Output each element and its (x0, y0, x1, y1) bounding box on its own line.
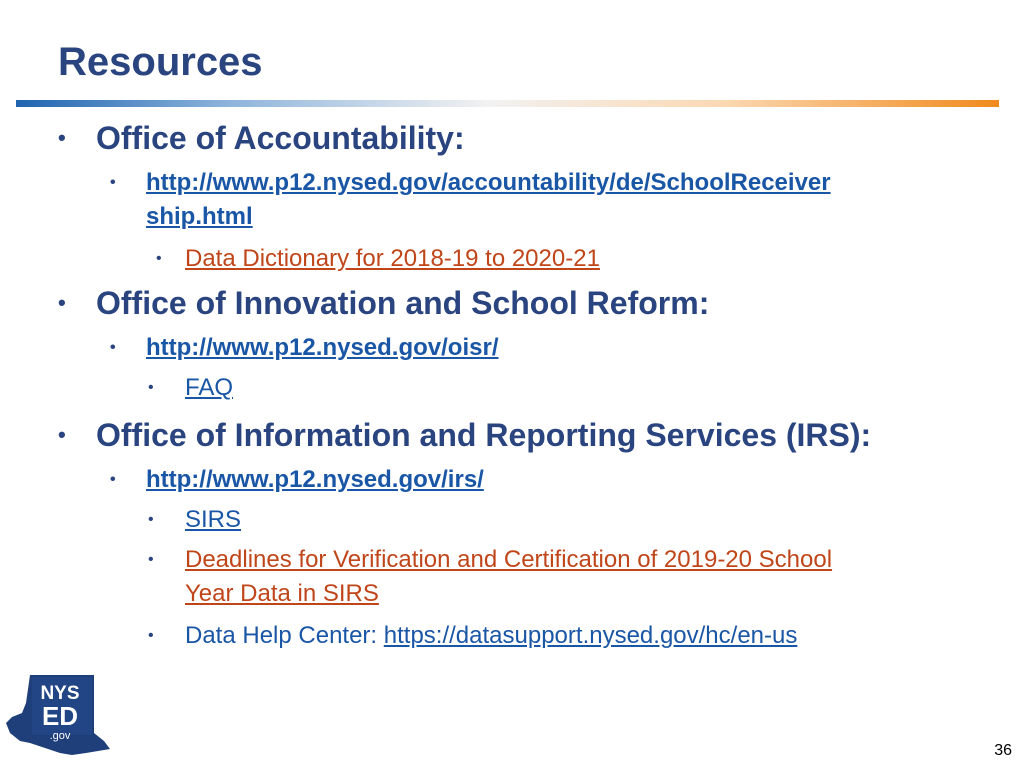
logo-text-nys: NYS (40, 683, 80, 704)
irs-url-item (110, 463, 484, 497)
bullet-icon: • (148, 551, 154, 568)
help-center-link[interactable]: https://datasupport.nysed.gov/hc/en-us (383, 622, 798, 649)
logo-text-ed: ED (41, 701, 79, 731)
bullet-icon: • (148, 627, 154, 644)
title-divider (16, 100, 999, 107)
deadlines-link[interactable]: Deadlines for Verification and Certification of 2019-20 School (185, 546, 833, 573)
logo-text-gov: .gov (49, 730, 71, 742)
section-heading: Office of Innovation and School Reform: (96, 285, 710, 321)
bullet-icon: • (58, 422, 66, 447)
bullet-icon: • (110, 174, 116, 191)
bullet-icon: • (148, 379, 154, 396)
sirs-link[interactable]: SIRS (185, 506, 242, 533)
bullet-icon: • (110, 339, 116, 356)
innovation-url-item (110, 331, 499, 365)
deadlines-link-cont[interactable]: Year Data in SIRS (185, 580, 379, 607)
irs-url-link[interactable]: http://www.p12.nysed.gov/irs/ (146, 466, 484, 493)
accountability-url-link[interactable]: http://www.p12.nysed.gov/accountability/de/SchoolReceiver (146, 169, 831, 196)
bullet-icon: • (58, 125, 66, 150)
section-heading: Office of Information and Reporting Services (IRS): (96, 417, 872, 453)
data-dictionary-item (156, 242, 600, 276)
section-irs (58, 417, 871, 453)
page-number: 36 (994, 742, 1012, 759)
innovation-url-link[interactable]: http://www.p12.nysed.gov/oisr/ (146, 334, 499, 361)
bullet-icon: • (148, 511, 154, 528)
accountability-url-item (110, 166, 831, 234)
sirs-item (148, 503, 241, 537)
nysed-logo (2, 673, 114, 757)
help-center-label: Data Help Center: (185, 622, 384, 649)
section-accountability (58, 120, 465, 156)
accountability-url-link-cont[interactable]: ship.html (146, 203, 253, 230)
data-dictionary-link[interactable]: Data Dictionary for 2018-19 to 2020-21 (185, 245, 600, 272)
faq-link[interactable]: FAQ (185, 374, 234, 401)
section-innovation (58, 285, 709, 321)
bullet-icon: • (156, 250, 162, 267)
faq-item (148, 371, 233, 405)
deadlines-item (148, 543, 832, 611)
help-center-item (148, 619, 797, 653)
bullet-icon: • (110, 471, 116, 488)
page-title: Resources (58, 40, 263, 84)
bullet-icon: • (58, 290, 66, 315)
section-heading: Office of Accountability: (96, 120, 465, 156)
